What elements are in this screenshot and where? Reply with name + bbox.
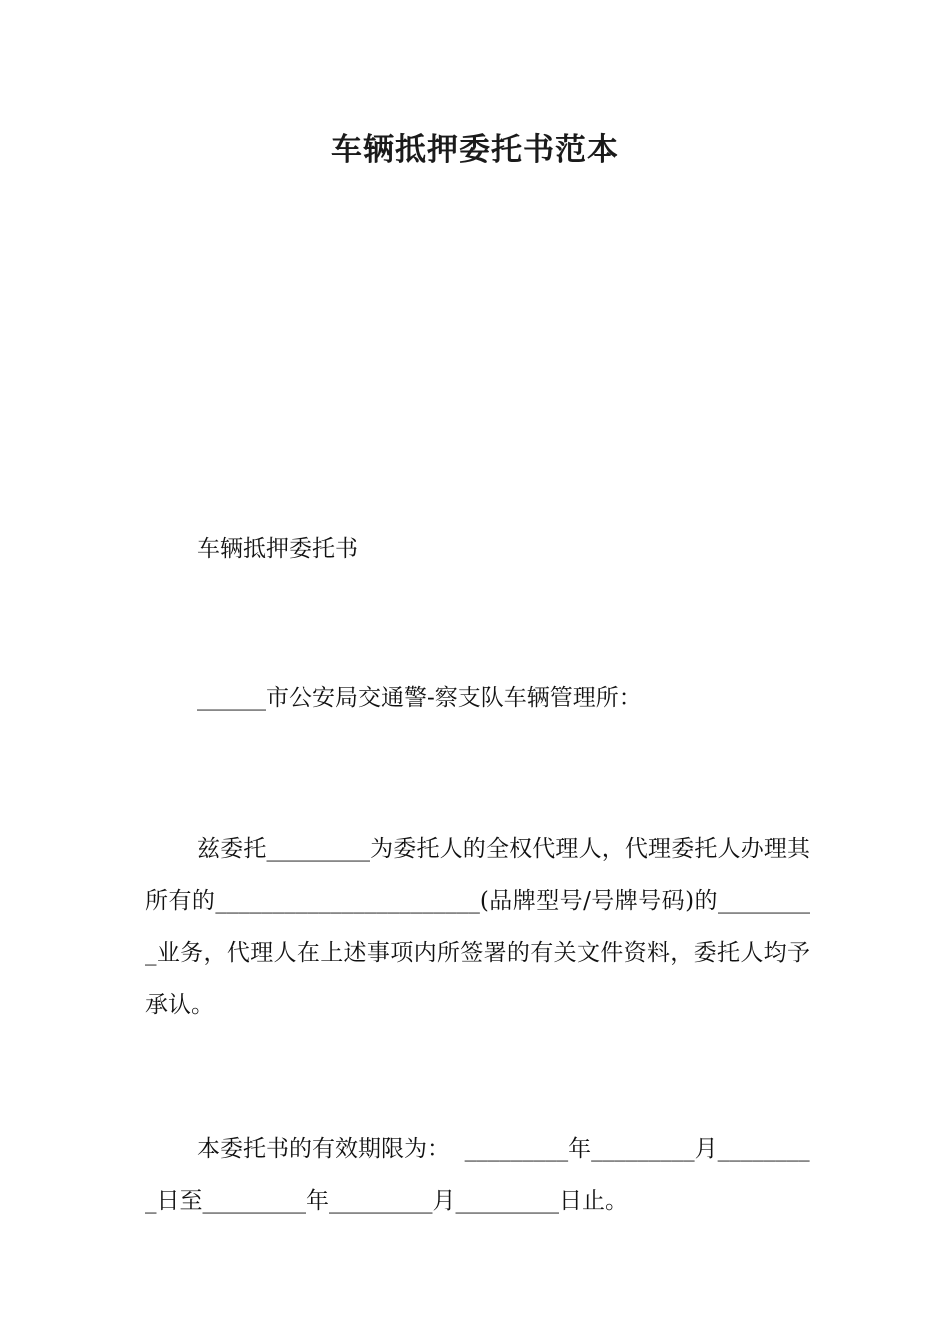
start-day-blank: _________ [145, 1136, 810, 1214]
start-year-blank: _________ [464, 1136, 569, 1162]
day-to-text: 日至 [156, 1188, 203, 1214]
month-char-2: 月 [432, 1188, 456, 1214]
body-text-4: 业务，代理人在上述事项内所签署的有关文件资料，委托人均予承认。 [145, 940, 810, 1018]
authorization-paragraph [145, 823, 810, 1031]
business-blank: _________ [145, 888, 810, 966]
day-end-text: 日止。 [559, 1188, 628, 1214]
body-text-2: 为委托人的全权代理人，代理委托人办理其所有的 [145, 836, 811, 914]
body-text-3: (品牌型号/号牌号码)的 [479, 888, 718, 914]
validity-paragraph [145, 1123, 810, 1227]
body-text-1: 兹委托 [197, 836, 267, 862]
end-day-blank: _________ [455, 1188, 559, 1214]
end-year-blank: _________ [202, 1188, 306, 1214]
city-blank: ______ [197, 685, 266, 711]
start-month-blank: _________ [591, 1136, 695, 1162]
year-char-1: 年 [568, 1136, 592, 1162]
addressee-text: 市公安局交通警-察支队车辆管理所： [266, 685, 642, 711]
year-char-2: 年 [306, 1188, 329, 1214]
month-char-1: 月 [694, 1136, 718, 1162]
document-title: 车辆抵押委托书范本 [331, 132, 619, 168]
end-month-blank: _________ [329, 1188, 433, 1214]
vehicle-blank: _______________________ [215, 888, 480, 914]
letter-heading: 车辆抵押委托书 [197, 536, 358, 562]
validity-label: 本委托书的有效期限为： [197, 1136, 450, 1162]
agent-name-blank: _________ [266, 836, 370, 862]
addressee-line [145, 672, 810, 724]
